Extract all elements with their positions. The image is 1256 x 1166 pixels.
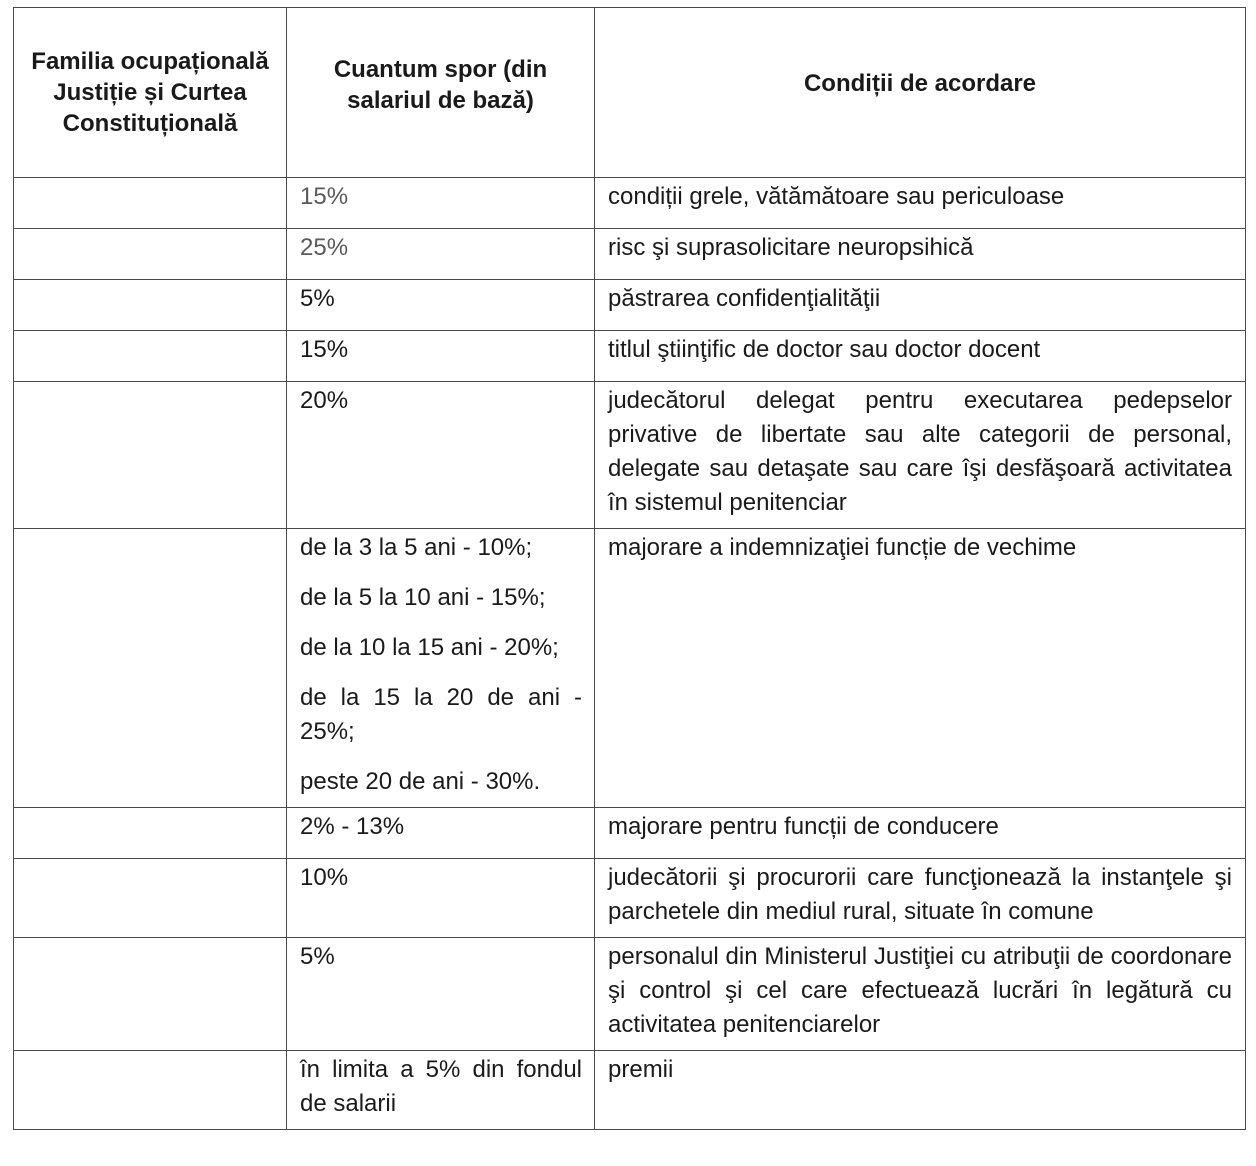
table-row bbox=[14, 178, 1246, 229]
amount-value: în limita a 5% din fondul de salarii bbox=[300, 1056, 582, 1117]
amount-value: 10% bbox=[300, 864, 349, 891]
family-cell bbox=[14, 382, 287, 529]
amount-cell bbox=[287, 229, 595, 280]
header-occupational-family: Familia ocupațională Justiție și Curtea Constituțională bbox=[14, 8, 287, 178]
condition-cell: premii bbox=[595, 1051, 1246, 1130]
amount-value: de la 5 la 10 ani - 15%; bbox=[300, 584, 546, 611]
family-cell bbox=[14, 529, 287, 808]
condition-cell: păstrarea confidenţialităţii bbox=[595, 280, 1246, 331]
header-bonus-amount: Cuantum spor (din salariul de bază) bbox=[287, 8, 595, 178]
family-cell bbox=[14, 1051, 287, 1130]
amount-cell bbox=[287, 938, 595, 1051]
table-row bbox=[14, 938, 1246, 1051]
condition-cell: majorare a indemnizaţiei funcție de vechime bbox=[595, 529, 1246, 808]
family-cell bbox=[14, 280, 287, 331]
family-cell bbox=[14, 808, 287, 859]
family-cell bbox=[14, 938, 287, 1051]
amount-cell bbox=[287, 178, 595, 229]
table-row bbox=[14, 280, 1246, 331]
table-row bbox=[14, 808, 1246, 859]
family-cell bbox=[14, 331, 287, 382]
table-row bbox=[14, 859, 1246, 938]
family-cell bbox=[14, 178, 287, 229]
condition-cell: risc şi suprasolicitare neuropsihică bbox=[595, 229, 1246, 280]
amount-value: de la 3 la 5 ani - 10%; bbox=[300, 534, 533, 561]
condition-cell: judecătorul delegat pentru executarea pedepselor privative de libertate sau alte categorii de personal, delegate sau detaşate sau care îşi desfăşoară activitatea în sistemul penitenciar bbox=[595, 382, 1246, 529]
table-row bbox=[14, 229, 1246, 280]
amount-value: 5% bbox=[300, 285, 335, 312]
table-header-row bbox=[14, 8, 1246, 178]
amount-value: 5% bbox=[300, 943, 335, 970]
condition-cell: majorare pentru funcții de conducere bbox=[595, 808, 1246, 859]
condition-cell: personalul din Ministerul Justiţiei cu atribuţii de coordonare şi control şi cel care efectuează lucrări în legătură cu activitatea penitenciarelor bbox=[595, 938, 1246, 1051]
amount-value: 25% bbox=[300, 234, 349, 261]
amount-cell bbox=[287, 1051, 595, 1130]
amount-cell bbox=[287, 331, 595, 382]
table-row bbox=[14, 529, 1246, 808]
amount-value: peste 20 de ani - 30%. bbox=[300, 768, 541, 795]
condition-cell: condiții grele, vătămătoare sau periculoase bbox=[595, 178, 1246, 229]
bonus-table bbox=[13, 7, 1246, 1130]
amount-value: de la 15 la 20 de ani - 25%; bbox=[300, 684, 582, 745]
amount-value: 2% - 13% bbox=[300, 813, 405, 840]
amount-cell bbox=[287, 382, 595, 529]
amount-value: 15% bbox=[300, 336, 349, 363]
amount-cell bbox=[287, 529, 595, 808]
table-row bbox=[14, 1051, 1246, 1130]
family-cell bbox=[14, 229, 287, 280]
amount-value: 15% bbox=[300, 183, 349, 210]
condition-cell: judecătorii şi procurorii care funcţionează la instanţele şi parchetele din mediul rural, situate în comune bbox=[595, 859, 1246, 938]
amount-cell bbox=[287, 808, 595, 859]
header-conditions: Condiții de acordare bbox=[595, 8, 1246, 178]
table-row bbox=[14, 331, 1246, 382]
amount-value: de la 10 la 15 ani - 20%; bbox=[300, 634, 559, 661]
condition-cell: titlul ştiinţific de doctor sau doctor docent bbox=[595, 331, 1246, 382]
amount-value: 20% bbox=[300, 387, 349, 414]
amount-cell bbox=[287, 280, 595, 331]
table-row bbox=[14, 382, 1246, 529]
family-cell bbox=[14, 859, 287, 938]
amount-cell bbox=[287, 859, 595, 938]
